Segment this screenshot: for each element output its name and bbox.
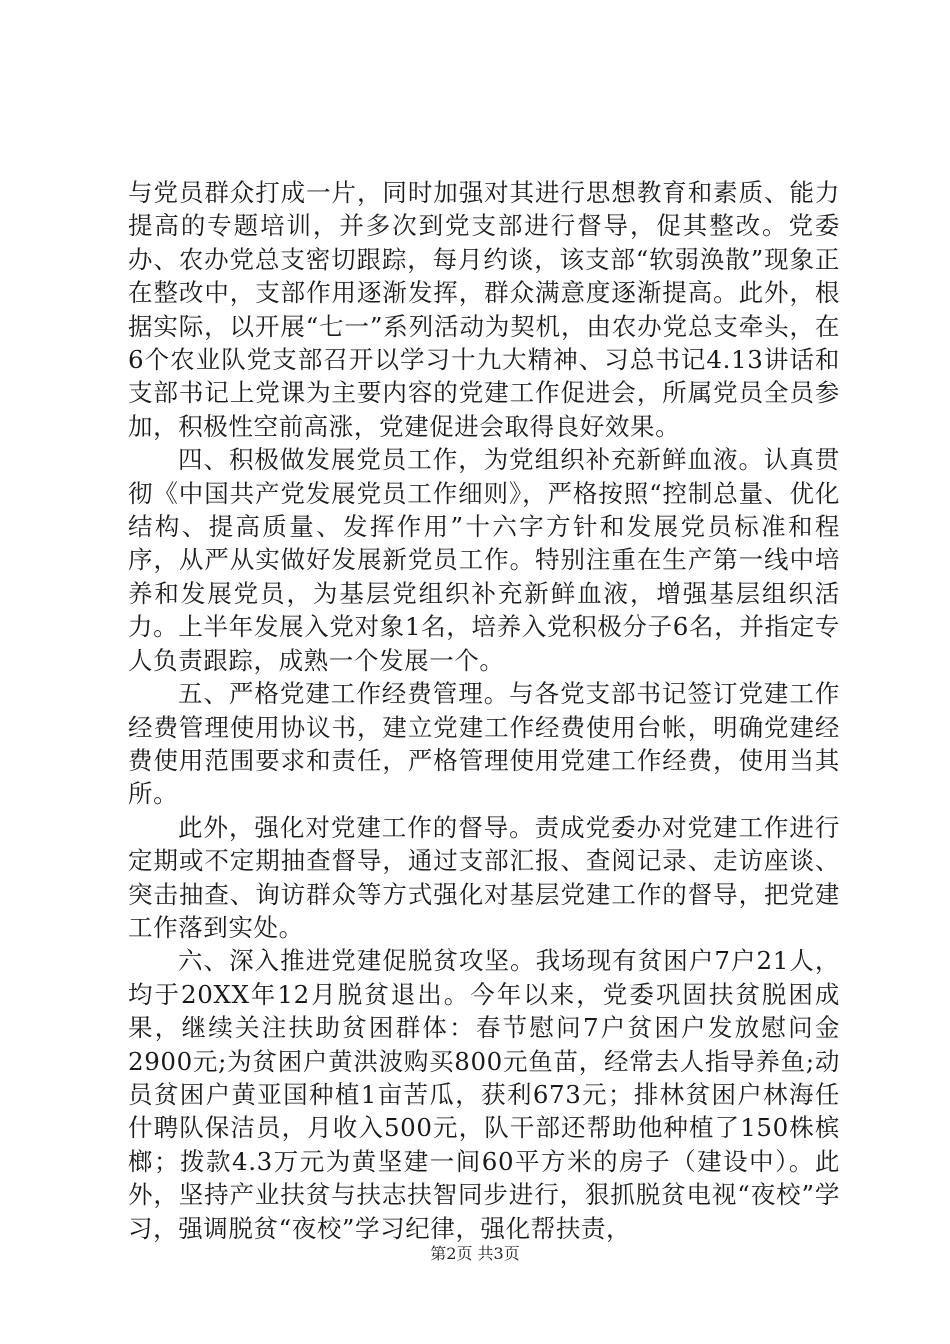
paragraph-3: 五、严格党建工作经费管理。与各党支部书记签订党建工作经费管理使用协议书，建立党建工作经费使用台帐，明确党建经费使用范围要求和责任，严格管理使用党建工作经费，使用当其所。 [128, 679, 840, 809]
page-footer [0, 1244, 950, 1264]
paragraph-4: 此外，强化对党建工作的督导。责成党委办对党建工作进行定期或不定期抽查督导，通过支部汇报、查阅记录、走访座谈、突击抽查、询访群众等方式强化对基层党建工作的督导，把党建工作落到实处。 [128, 812, 840, 942]
paragraph-1: 与党员群众打成一片，同时加强对其进行思想教育和素质、能力提高的专题培训，并多次到党支部进行督导，促其整改。党委办、农办党总支密切跟踪，每月约谈，该支部“软弱涣散”现象正在整改中，支部作用逐渐发挥，群众满意度逐渐提高。此外，根据实际，以开展“七一”系列活动为契机，由农办党总支牵头，在6个农业队党支部召开以学习十九大精神、习总书记4.13讲话和支部书记上党课为主要内容的党建工作促进会，所属党员全员参加，积极性空前高涨，党建促进会取得良好效果。 [128, 178, 840, 441]
page-number: 第2页 共3页 [430, 1244, 520, 1263]
paragraph-2: 四、积极做发展党员工作，为党组织补充新鲜血液。认真贯彻《中国共产党发展党员工作细则》，严格按照“控制总量、优化结构、提高质量、发挥作用”十六字方针和发展党员标准和程序，从严从实做好发展新党员工作。特别注重在生产第一线中培养和发展党员，为基层党组织补充新鲜血液，增强基层组织活力。上半年发展入党对象1名，培养入党积极分子6名，并指定专人负责跟踪，成熟一个发展一个。 [128, 445, 840, 675]
document-body [128, 176, 840, 1245]
paragraph-5: 六、深入推进党建促脱贫攻坚。我场现有贫困户7户21人，均于20XX年12月脱贫退出。今年以来，党委巩固扶贫脱困成果，继续关注扶助贫困群体：春节慰问7户贫困户发放慰问金2900元;为贫困户黄洪波购买800元鱼苗，经常去人指导养鱼;动员贫困户黄亚国种植1亩苦瓜，获利673元；排林贫困户林海任什聘队保洁员，月收入500元，队干部还帮助他种植了150株槟榔；拨款4.3万元为黄坚建一间60平方米的房子（建设中）。此外，坚持产业扶贫与扶志扶智同步进行，狠抓脱贫电视“夜校”学习，强调脱贫“夜校”学习纪律，强化帮扶责， [128, 946, 840, 1243]
